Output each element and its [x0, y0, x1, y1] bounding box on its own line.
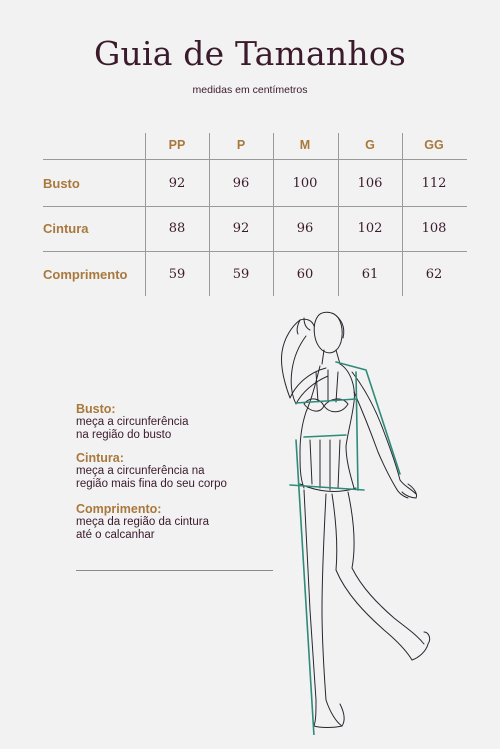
length-guide-line: [296, 440, 314, 735]
figure-torso-right: [340, 364, 354, 488]
table-cell: 106: [357, 176, 383, 191]
figure-left-arm: [352, 372, 416, 494]
row-header-busto: Busto: [43, 176, 80, 191]
figure-raised-arm: [281, 319, 326, 398]
column-header-pp: PP: [168, 138, 186, 152]
figure-raised-arm-inner: [291, 336, 328, 404]
legend-title: Comprimento:: [76, 502, 162, 516]
table-cell: 88: [168, 221, 186, 236]
legend-desc-line: meça da região da cintura: [76, 516, 209, 528]
figure-seam: [316, 370, 338, 402]
table-cell: 59: [232, 267, 250, 282]
figure-standing-leg-inner: [322, 494, 342, 726]
legend-divider: [76, 570, 273, 571]
legend-cintura: [76, 451, 276, 491]
table-rule: [43, 206, 467, 207]
row-header-comprimento: Comprimento: [43, 267, 128, 282]
table-cell: 112: [421, 176, 447, 191]
legend-desc-line: na região do busto: [76, 429, 172, 441]
shoulder-guide-line: [336, 362, 400, 474]
table-cell: 62: [425, 267, 443, 282]
table-rule: [43, 251, 467, 252]
table-cell: 96: [232, 176, 250, 191]
side-guide-line: [356, 372, 358, 490]
column-header-m: M: [299, 138, 311, 152]
legend-desc-line: até o calcanhar: [76, 529, 155, 541]
table-cell: 100: [292, 176, 318, 191]
legend-busto: [76, 402, 276, 442]
page-subtitle: medidas em centímetros: [192, 84, 308, 96]
legend-title: Busto:: [76, 402, 116, 416]
column-header-g: G: [365, 138, 375, 152]
table-cell: 102: [357, 221, 383, 236]
figure-left-arm-inner: [354, 392, 408, 498]
table-cell: 108: [421, 221, 447, 236]
figure-lifted-foot: [412, 632, 430, 660]
column-header-gg: GG: [424, 138, 444, 152]
legend-title: Cintura:: [76, 451, 124, 465]
table-cell: 59: [168, 267, 186, 282]
fashion-figure-measurement-icon: [255, 305, 435, 735]
legend-desc-line: região mais fina do seu corpo: [76, 478, 227, 490]
cintura-measure-line: [304, 435, 346, 437]
table-cell: 96: [296, 221, 314, 236]
table-cell: 60: [296, 267, 314, 282]
legend-comprimento: [76, 502, 276, 542]
page-title: Guia de Tamanhos: [93, 34, 407, 73]
figure-lifted-leg: [348, 492, 424, 644]
figure-seam: [310, 440, 340, 490]
table-cell: 92: [168, 176, 186, 191]
table-cell: 61: [361, 267, 379, 282]
figure-head: [314, 312, 342, 353]
legend-desc-line: meça a circunferência na: [76, 465, 205, 477]
figure-lifted-leg-inner: [332, 494, 412, 660]
table-cell: 92: [232, 221, 250, 236]
column-header-p: P: [236, 138, 246, 152]
table-rule: [43, 159, 467, 160]
legend-desc-line: meça a circunferência: [76, 416, 189, 428]
row-header-cintura: Cintura: [43, 221, 89, 236]
